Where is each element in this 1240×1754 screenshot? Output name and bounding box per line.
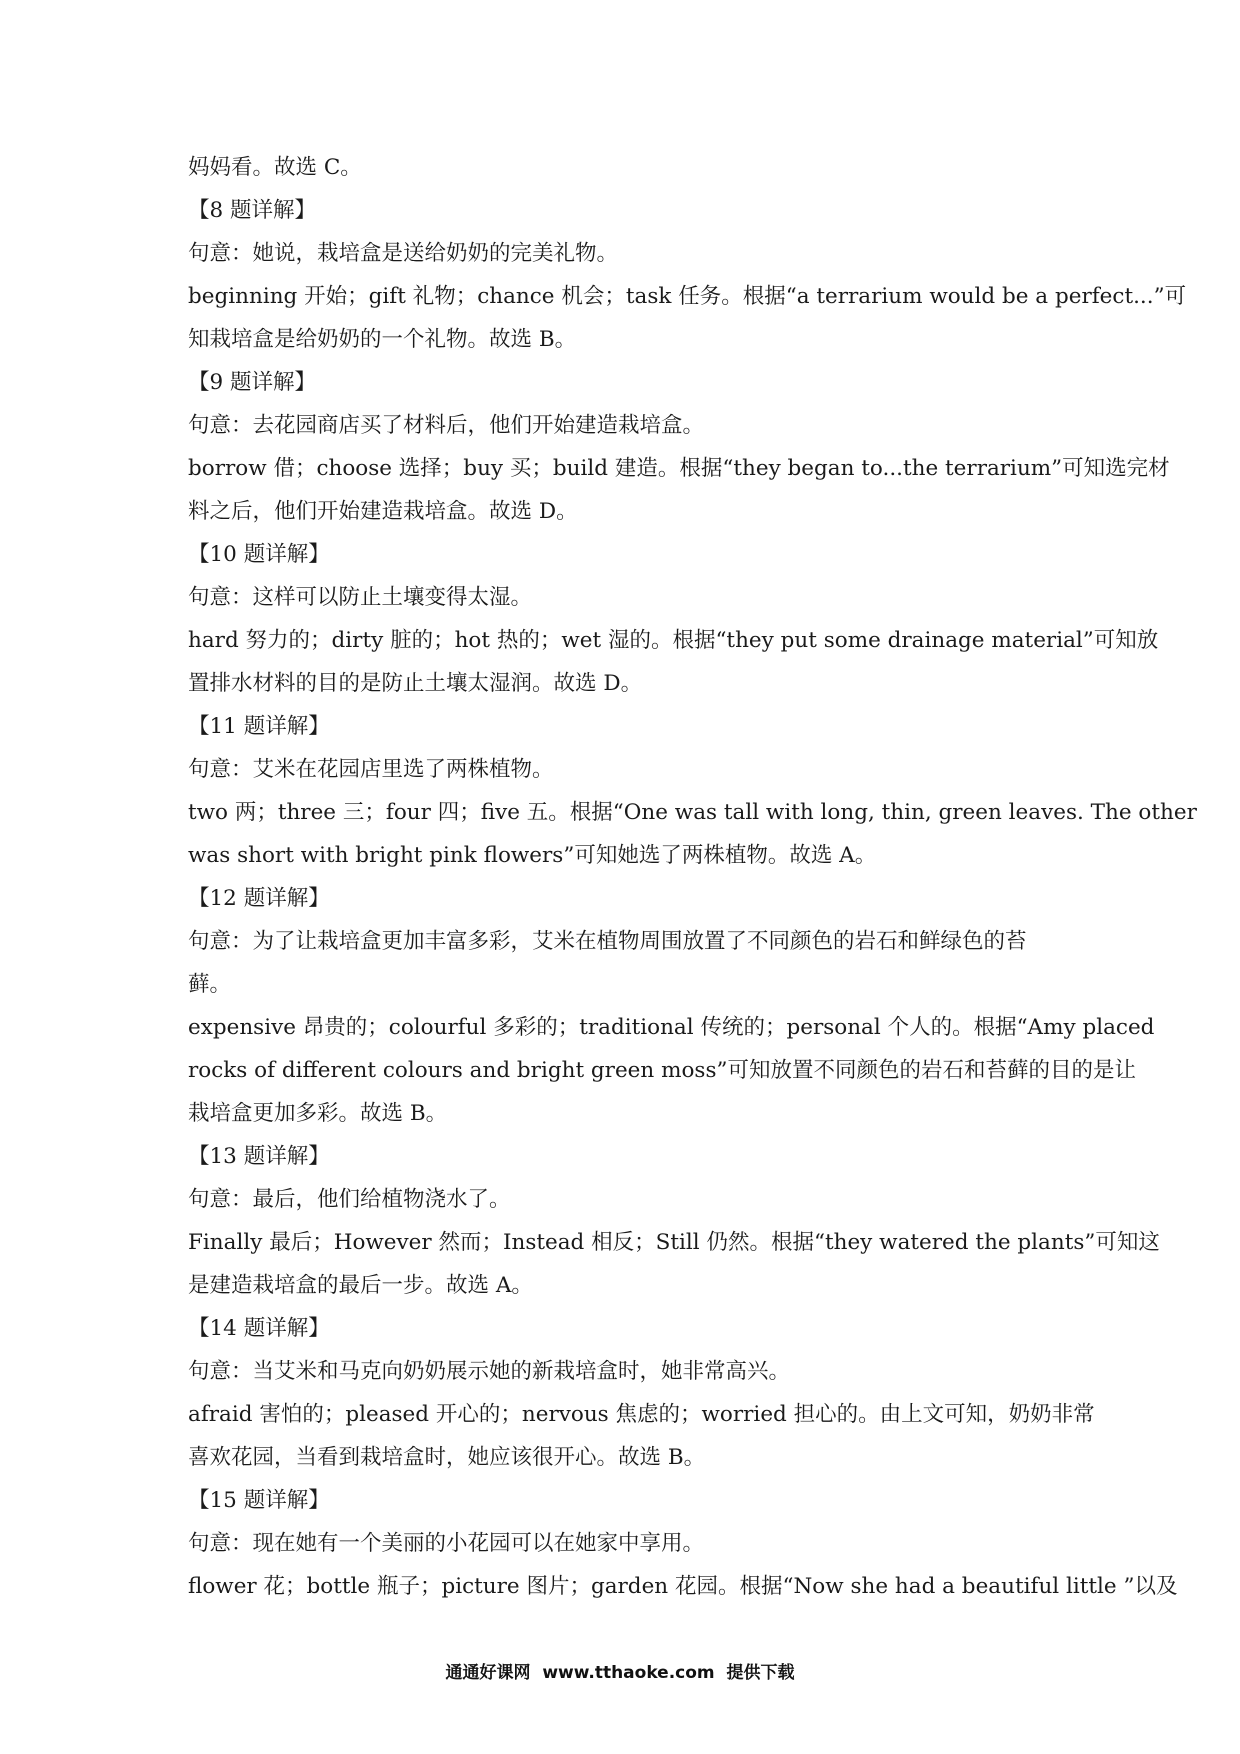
text-line: 句意：她说，栽培盒是送给奶奶的完美礼物。 bbox=[188, 241, 619, 266]
text-line: hard 努力的；dirty 脏的；hot 热的；wet 湿的。根据“they put some drainage material”可知放 bbox=[188, 628, 1159, 653]
text-line: expensive 昂贵的；colourful 多彩的；traditional 传统的；personal 个人的。根据“Amy placed bbox=[188, 1015, 1155, 1040]
text-line: 藓。 bbox=[188, 972, 232, 997]
text-line: 喜欢花园，当看到栽培盒时，她应该很开心。故选 B。 bbox=[188, 1445, 706, 1470]
text-line: 妈妈看。故选 C。 bbox=[188, 155, 362, 180]
section-heading-q12: 【12 题详解】 bbox=[188, 886, 330, 911]
text-line: 句意：现在她有一个美丽的小花园可以在她家中享用。 bbox=[188, 1531, 705, 1556]
text-line: 句意：这样可以防止土壤变得太湿。 bbox=[188, 585, 533, 610]
text-line: two 两；three 三；four 四；five 五。根据“One was tall with long, thin, green leaves. The other bbox=[188, 800, 1197, 825]
section-heading-q11: 【11 题详解】 bbox=[188, 714, 330, 739]
page-footer: 通通好课网 www.tthaoke.com 提供下载 bbox=[445, 1663, 795, 1683]
text-line: 置排水材料的目的是防止土壤太湿润。故选 D。 bbox=[188, 671, 643, 696]
section-heading-q13: 【13 题详解】 bbox=[188, 1144, 330, 1169]
document-body bbox=[188, 146, 1197, 1608]
text-line: 知栽培盒是给奶奶的一个礼物。故选 B。 bbox=[188, 327, 577, 352]
text-line: 句意：去花园商店买了材料后，他们开始建造栽培盒。 bbox=[188, 413, 705, 438]
text-line: 句意：当艾米和马克向奶奶展示她的新栽培盒时，她非常高兴。 bbox=[188, 1359, 791, 1384]
section-heading-q10: 【10 题详解】 bbox=[188, 542, 330, 567]
text-line: afraid 害怕的；pleased 开心的；nervous 焦虑的；worried 担心的。由上文可知，奶奶非常 bbox=[188, 1402, 1095, 1427]
text-line: 句意：为了让栽培盒更加丰富多彩，艾米在植物周围放置了不同颜色的岩石和鲜绿色的苔 bbox=[188, 929, 1027, 954]
text-line: was short with bright pink flowers”可知她选了两株植物。故选 A。 bbox=[188, 843, 877, 868]
section-heading-q8: 【8 题详解】 bbox=[188, 198, 317, 223]
text-line: beginning 开始；gift 礼物；chance 机会；task 任务。根据“a terrarium would be a perfect...”可 bbox=[188, 284, 1187, 309]
text-line: 句意：最后，他们给植物浇水了。 bbox=[188, 1187, 511, 1212]
section-heading-q14: 【14 题详解】 bbox=[188, 1316, 330, 1341]
section-heading-q9: 【9 题详解】 bbox=[188, 370, 317, 395]
text-line: 料之后，他们开始建造栽培盒。故选 D。 bbox=[188, 499, 578, 524]
text-line: borrow 借；choose 选择；buy 买；build 建造。根据“they began to...the terrarium”可知选完材 bbox=[188, 456, 1170, 481]
text-line: Finally 最后；However 然而；Instead 相反；Still 仍然。根据“they watered the plants”可知这 bbox=[188, 1230, 1160, 1255]
text-line: 句意：艾米在花园店里选了两株植物。 bbox=[188, 757, 554, 782]
text-line: 是建造栽培盒的最后一步。故选 A。 bbox=[188, 1273, 533, 1298]
text-line: flower 花；bottle 瓶子；picture 图片；garden 花园。根据“Now she had a beautiful little ”以及 bbox=[188, 1574, 1178, 1599]
text-line: 栽培盒更加多彩。故选 B。 bbox=[188, 1101, 448, 1126]
text-line: rocks of different colours and bright green moss”可知放置不同颜色的岩石和苔藓的目的是让 bbox=[188, 1058, 1136, 1083]
section-heading-q15: 【15 题详解】 bbox=[188, 1488, 330, 1513]
